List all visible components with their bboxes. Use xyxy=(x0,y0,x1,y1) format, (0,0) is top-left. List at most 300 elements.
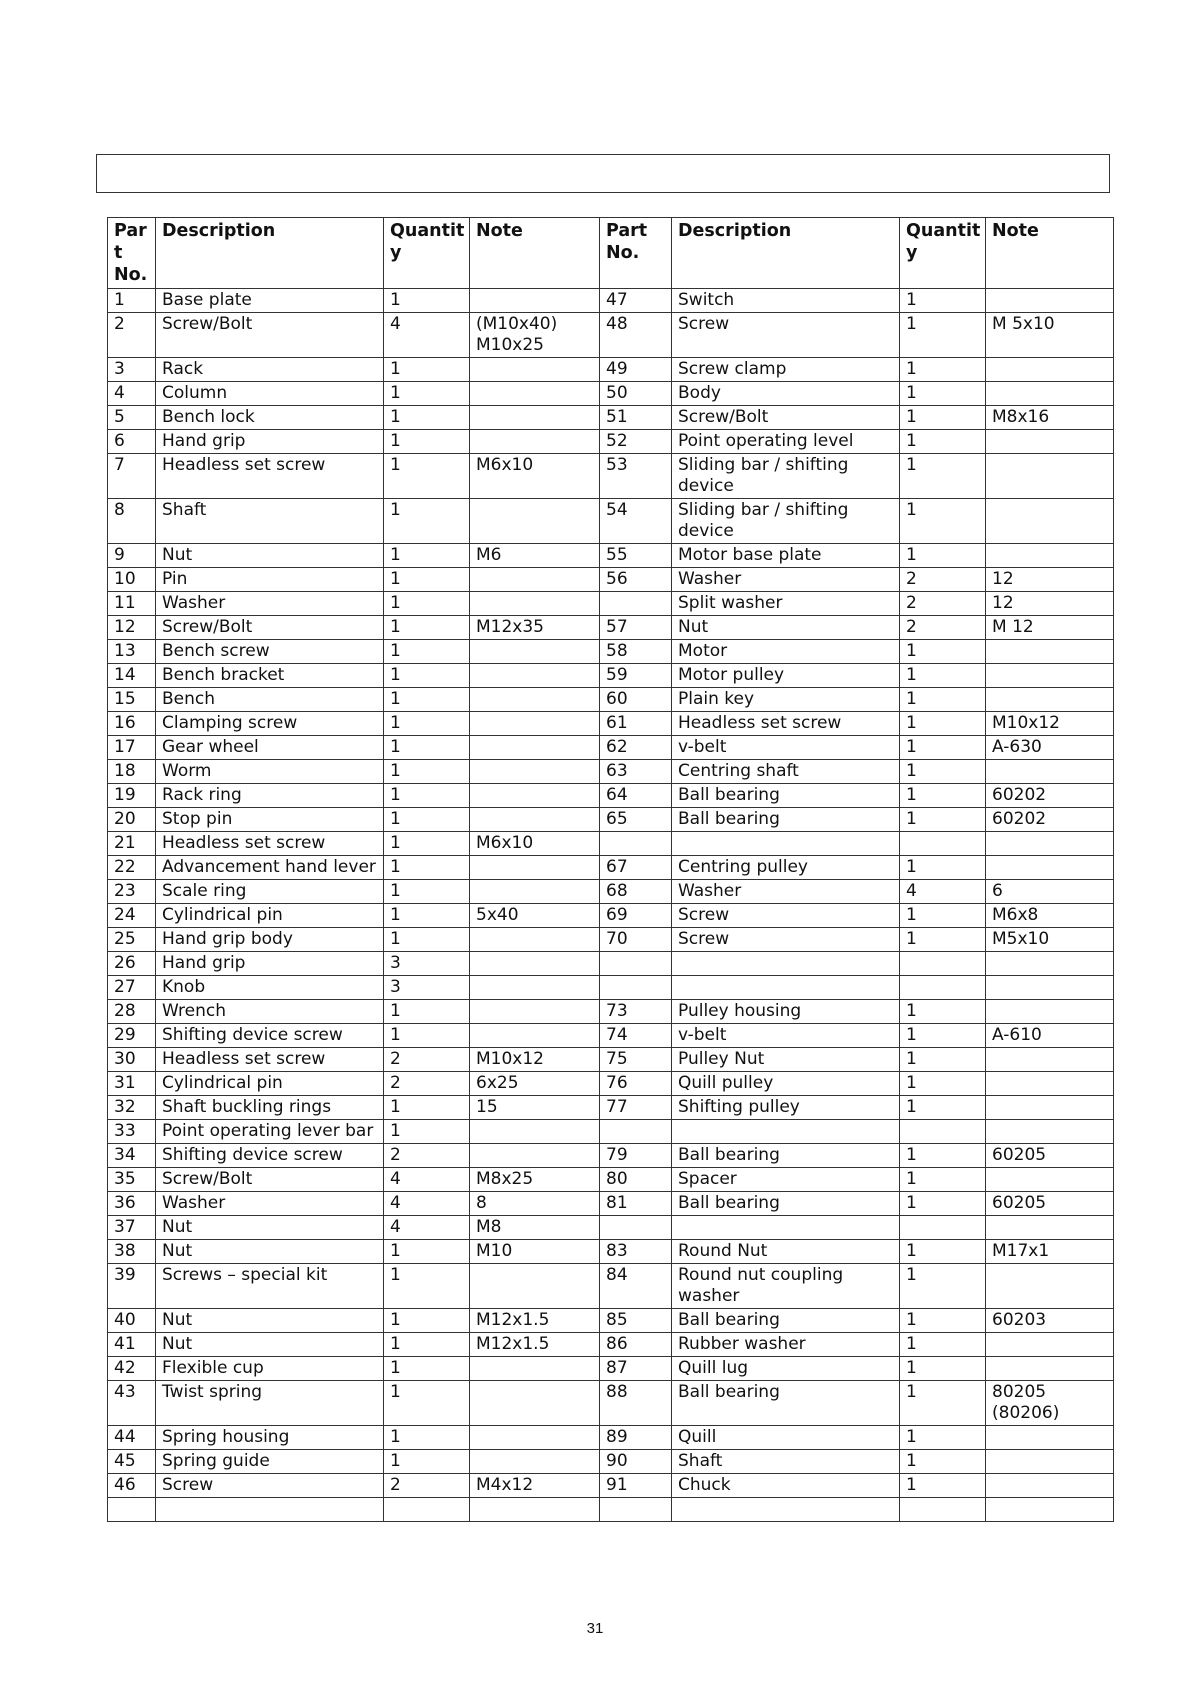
cell-part-no-right: 67 xyxy=(600,856,672,880)
cell-description-left: Nut xyxy=(156,1216,384,1240)
table-row xyxy=(108,640,1114,664)
cell-description-right: Screw/Bolt xyxy=(672,406,900,430)
table-row xyxy=(108,976,1114,1000)
cell-note-left: M10 xyxy=(470,1240,600,1264)
cell-part-no-left: 20 xyxy=(108,808,156,832)
cell-quantity-left: 1 xyxy=(384,616,470,640)
table-row xyxy=(108,1264,1114,1309)
cell-note-left xyxy=(470,592,600,616)
table-row xyxy=(108,544,1114,568)
cell-description-left: Knob xyxy=(156,976,384,1000)
cell-quantity-right xyxy=(900,1216,986,1240)
cell-quantity-left: 1 xyxy=(384,1357,470,1381)
cell-part-no-left: 46 xyxy=(108,1474,156,1498)
table-row xyxy=(108,904,1114,928)
cell-part-no-right xyxy=(600,1120,672,1144)
cell-description-right: Sliding bar / shifting device xyxy=(672,454,900,499)
cell-part-no-right: 80 xyxy=(600,1168,672,1192)
cell-quantity-left: 1 xyxy=(384,712,470,736)
cell-quantity-left: 1 xyxy=(384,640,470,664)
cell-quantity-right xyxy=(900,1498,986,1522)
cell-description-right: v-belt xyxy=(672,736,900,760)
cell-description-left: Spring guide xyxy=(156,1450,384,1474)
cell-quantity-left: 3 xyxy=(384,952,470,976)
cell-part-no-left xyxy=(108,1498,156,1522)
cell-part-no-left: 28 xyxy=(108,1000,156,1024)
cell-quantity-right: 1 xyxy=(900,688,986,712)
cell-note-right: A-630 xyxy=(986,736,1114,760)
cell-quantity-right: 1 xyxy=(900,1000,986,1024)
cell-note-right: A-610 xyxy=(986,1024,1114,1048)
cell-note-left xyxy=(470,1000,600,1024)
cell-quantity-left: 1 xyxy=(384,1333,470,1357)
cell-part-no-left: 35 xyxy=(108,1168,156,1192)
cell-quantity-left: 1 xyxy=(384,928,470,952)
cell-part-no-right: 73 xyxy=(600,1000,672,1024)
cell-note-left xyxy=(470,1357,600,1381)
cell-quantity-right: 1 xyxy=(900,289,986,313)
table-row xyxy=(108,928,1114,952)
cell-part-no-right: 84 xyxy=(600,1264,672,1309)
cell-note-right: M 12 xyxy=(986,616,1114,640)
cell-quantity-left: 3 xyxy=(384,976,470,1000)
cell-note-left xyxy=(470,784,600,808)
cell-note-left xyxy=(470,1264,600,1309)
cell-quantity-right: 1 xyxy=(900,760,986,784)
cell-description-right: Plain key xyxy=(672,688,900,712)
cell-description-right: Body xyxy=(672,382,900,406)
cell-quantity-left: 1 xyxy=(384,382,470,406)
cell-note-right xyxy=(986,1216,1114,1240)
cell-note-left: 8 xyxy=(470,1192,600,1216)
cell-description-left: Washer xyxy=(156,1192,384,1216)
cell-quantity-right: 1 xyxy=(900,1426,986,1450)
cell-quantity-right: 1 xyxy=(900,928,986,952)
cell-note-right xyxy=(986,358,1114,382)
cell-note-right xyxy=(986,1426,1114,1450)
cell-quantity-left: 1 xyxy=(384,832,470,856)
cell-part-no-left: 8 xyxy=(108,499,156,544)
cell-quantity-right: 2 xyxy=(900,568,986,592)
cell-quantity-left: 1 xyxy=(384,454,470,499)
cell-note-left xyxy=(470,430,600,454)
col-header-description-left: Description xyxy=(156,218,384,289)
cell-part-no-left: 14 xyxy=(108,664,156,688)
title-box xyxy=(96,154,1110,193)
cell-note-left xyxy=(470,760,600,784)
cell-quantity-left: 1 xyxy=(384,289,470,313)
cell-description-right xyxy=(672,1120,900,1144)
cell-part-no-left: 21 xyxy=(108,832,156,856)
table-row xyxy=(108,736,1114,760)
cell-part-no-left: 22 xyxy=(108,856,156,880)
cell-part-no-right: 49 xyxy=(600,358,672,382)
cell-part-no-right: 63 xyxy=(600,760,672,784)
cell-description-left: Hand grip xyxy=(156,430,384,454)
cell-note-left: M8 xyxy=(470,1216,600,1240)
cell-note-left xyxy=(470,382,600,406)
cell-description-right: Split washer xyxy=(672,592,900,616)
cell-note-left: M6x10 xyxy=(470,832,600,856)
col-header-description-right: Description xyxy=(672,218,900,289)
cell-description-left: Screw/Bolt xyxy=(156,1168,384,1192)
cell-note-right: M 5x10 xyxy=(986,313,1114,358)
cell-quantity-right xyxy=(900,832,986,856)
col-header-note-right: Note xyxy=(986,218,1114,289)
cell-part-no-right: 69 xyxy=(600,904,672,928)
cell-description-left: Screws – special kit xyxy=(156,1264,384,1309)
table-row xyxy=(108,616,1114,640)
cell-part-no-left: 44 xyxy=(108,1426,156,1450)
cell-description-left: Column xyxy=(156,382,384,406)
cell-note-right xyxy=(986,640,1114,664)
cell-part-no-left: 9 xyxy=(108,544,156,568)
table-row xyxy=(108,1096,1114,1120)
cell-part-no-right: 54 xyxy=(600,499,672,544)
cell-note-left xyxy=(470,1120,600,1144)
cell-quantity-right: 1 xyxy=(900,856,986,880)
cell-description-right: Switch xyxy=(672,289,900,313)
cell-description-left: Rack xyxy=(156,358,384,382)
cell-quantity-right: 1 xyxy=(900,664,986,688)
cell-part-no-left: 24 xyxy=(108,904,156,928)
cell-note-left xyxy=(470,808,600,832)
cell-note-right xyxy=(986,688,1114,712)
cell-part-no-right: 53 xyxy=(600,454,672,499)
cell-quantity-right: 1 xyxy=(900,640,986,664)
table-row xyxy=(108,952,1114,976)
cell-quantity-left: 1 xyxy=(384,1381,470,1426)
cell-description-left: Base plate xyxy=(156,289,384,313)
table-row xyxy=(108,688,1114,712)
cell-description-right: Motor xyxy=(672,640,900,664)
cell-note-right xyxy=(986,1000,1114,1024)
cell-quantity-right: 1 xyxy=(900,1240,986,1264)
cell-part-no-right xyxy=(600,592,672,616)
cell-note-right: 60205 xyxy=(986,1144,1114,1168)
cell-note-left: 5x40 xyxy=(470,904,600,928)
cell-description-right: Washer xyxy=(672,880,900,904)
table-row xyxy=(108,1024,1114,1048)
cell-quantity-right: 1 xyxy=(900,1264,986,1309)
cell-part-no-left: 30 xyxy=(108,1048,156,1072)
table-row xyxy=(108,1192,1114,1216)
cell-note-left xyxy=(470,1024,600,1048)
cell-note-left xyxy=(470,406,600,430)
cell-quantity-left: 1 xyxy=(384,784,470,808)
table-row xyxy=(108,1168,1114,1192)
table-row xyxy=(108,592,1114,616)
table-header-row xyxy=(108,218,1114,289)
table-row xyxy=(108,664,1114,688)
cell-description-left: Washer xyxy=(156,592,384,616)
cell-part-no-left: 23 xyxy=(108,880,156,904)
table-row xyxy=(108,760,1114,784)
cell-note-right: 6 xyxy=(986,880,1114,904)
cell-quantity-right: 1 xyxy=(900,1072,986,1096)
cell-note-right: 60203 xyxy=(986,1309,1114,1333)
table-row xyxy=(108,880,1114,904)
cell-description-left: Nut xyxy=(156,1309,384,1333)
cell-description-right: Chuck xyxy=(672,1474,900,1498)
cell-note-right xyxy=(986,1072,1114,1096)
cell-description-left: Clamping screw xyxy=(156,712,384,736)
cell-quantity-left: 1 xyxy=(384,1450,470,1474)
cell-note-right: M8x16 xyxy=(986,406,1114,430)
cell-part-no-left: 38 xyxy=(108,1240,156,1264)
cell-quantity-right: 1 xyxy=(900,1357,986,1381)
cell-quantity-right: 1 xyxy=(900,1096,986,1120)
cell-part-no-right: 57 xyxy=(600,616,672,640)
cell-quantity-left: 1 xyxy=(384,688,470,712)
cell-description-right: v-belt xyxy=(672,1024,900,1048)
cell-description-left: Pin xyxy=(156,568,384,592)
cell-note-left: M12x1.5 xyxy=(470,1309,600,1333)
table-row xyxy=(108,832,1114,856)
cell-note-left: M4x12 xyxy=(470,1474,600,1498)
cell-note-left: 6x25 xyxy=(470,1072,600,1096)
cell-note-left xyxy=(470,928,600,952)
cell-description-left: Worm xyxy=(156,760,384,784)
cell-quantity-left: 1 xyxy=(384,430,470,454)
table-row xyxy=(108,1381,1114,1426)
cell-description-left: Hand grip body xyxy=(156,928,384,952)
col-header-part-no-left: Par t No. xyxy=(108,218,156,289)
cell-part-no-left: 7 xyxy=(108,454,156,499)
cell-part-no-left: 37 xyxy=(108,1216,156,1240)
table-row xyxy=(108,1474,1114,1498)
cell-note-right xyxy=(986,760,1114,784)
cell-description-right: Shifting pulley xyxy=(672,1096,900,1120)
cell-description-left xyxy=(156,1498,384,1522)
cell-quantity-left: 4 xyxy=(384,1192,470,1216)
table-row xyxy=(108,313,1114,358)
cell-quantity-left: 1 xyxy=(384,808,470,832)
cell-description-right: Motor base plate xyxy=(672,544,900,568)
cell-note-left xyxy=(470,1450,600,1474)
cell-description-right: Point operating level xyxy=(672,430,900,454)
cell-note-left xyxy=(470,640,600,664)
cell-description-left: Twist spring xyxy=(156,1381,384,1426)
cell-part-no-left: 31 xyxy=(108,1072,156,1096)
cell-note-right xyxy=(986,1264,1114,1309)
cell-note-left xyxy=(470,1498,600,1522)
cell-quantity-right: 1 xyxy=(900,406,986,430)
cell-note-right xyxy=(986,1474,1114,1498)
cell-quantity-left: 1 xyxy=(384,904,470,928)
cell-part-no-right: 87 xyxy=(600,1357,672,1381)
cell-quantity-left: 1 xyxy=(384,358,470,382)
cell-note-left xyxy=(470,499,600,544)
cell-part-no-left: 29 xyxy=(108,1024,156,1048)
cell-description-left: Headless set screw xyxy=(156,454,384,499)
cell-part-no-left: 13 xyxy=(108,640,156,664)
cell-description-left: Point operating lever bar xyxy=(156,1120,384,1144)
cell-part-no-left: 19 xyxy=(108,784,156,808)
table-row xyxy=(108,856,1114,880)
cell-description-left: Bench xyxy=(156,688,384,712)
table-row xyxy=(108,784,1114,808)
cell-quantity-right: 1 xyxy=(900,430,986,454)
cell-quantity-right xyxy=(900,976,986,1000)
cell-note-left: 15 xyxy=(470,1096,600,1120)
cell-part-no-right: 65 xyxy=(600,808,672,832)
cell-part-no-left: 17 xyxy=(108,736,156,760)
col-header-part-no-right: Part No. xyxy=(600,218,672,289)
cell-note-right xyxy=(986,1498,1114,1522)
cell-note-right xyxy=(986,289,1114,313)
cell-description-right: Round Nut xyxy=(672,1240,900,1264)
cell-part-no-left: 6 xyxy=(108,430,156,454)
cell-quantity-left: 4 xyxy=(384,313,470,358)
cell-description-left: Shifting device screw xyxy=(156,1144,384,1168)
cell-quantity-right: 1 xyxy=(900,1474,986,1498)
table-row xyxy=(108,1120,1114,1144)
cell-part-no-left: 12 xyxy=(108,616,156,640)
cell-note-left xyxy=(470,688,600,712)
cell-part-no-right: 74 xyxy=(600,1024,672,1048)
table-row xyxy=(108,1426,1114,1450)
cell-quantity-left: 1 xyxy=(384,1264,470,1309)
cell-description-right: Screw clamp xyxy=(672,358,900,382)
cell-part-no-right: 77 xyxy=(600,1096,672,1120)
cell-description-right: Round nut coupling washer xyxy=(672,1264,900,1309)
cell-part-no-left: 41 xyxy=(108,1333,156,1357)
table-row xyxy=(108,499,1114,544)
cell-note-right: 60205 xyxy=(986,1192,1114,1216)
table-row xyxy=(108,358,1114,382)
cell-description-left: Spring housing xyxy=(156,1426,384,1450)
cell-description-left: Cylindrical pin xyxy=(156,904,384,928)
cell-part-no-left: 42 xyxy=(108,1357,156,1381)
cell-note-right: 12 xyxy=(986,592,1114,616)
cell-description-right: Sliding bar / shifting device xyxy=(672,499,900,544)
cell-part-no-right: 90 xyxy=(600,1450,672,1474)
cell-description-left: Shaft buckling rings xyxy=(156,1096,384,1120)
cell-part-no-right: 51 xyxy=(600,406,672,430)
cell-description-left: Wrench xyxy=(156,1000,384,1024)
cell-quantity-left: 1 xyxy=(384,880,470,904)
cell-part-no-right: 58 xyxy=(600,640,672,664)
cell-note-left xyxy=(470,952,600,976)
cell-note-right xyxy=(986,832,1114,856)
cell-note-left: M6 xyxy=(470,544,600,568)
cell-quantity-right: 1 xyxy=(900,712,986,736)
cell-quantity-right: 1 xyxy=(900,1144,986,1168)
cell-note-right xyxy=(986,1048,1114,1072)
cell-part-no-left: 25 xyxy=(108,928,156,952)
cell-description-left: Flexible cup xyxy=(156,1357,384,1381)
cell-description-right: Quill pulley xyxy=(672,1072,900,1096)
table-row xyxy=(108,454,1114,499)
cell-part-no-left: 2 xyxy=(108,313,156,358)
cell-note-left xyxy=(470,1381,600,1426)
cell-quantity-left: 1 xyxy=(384,664,470,688)
cell-note-right: M5x10 xyxy=(986,928,1114,952)
cell-description-left: Advancement hand lever xyxy=(156,856,384,880)
col-header-quantity-right: Quantit y xyxy=(900,218,986,289)
table-row xyxy=(108,1048,1114,1072)
cell-quantity-right: 4 xyxy=(900,880,986,904)
cell-part-no-right: 52 xyxy=(600,430,672,454)
cell-quantity-left: 2 xyxy=(384,1144,470,1168)
cell-description-left: Nut xyxy=(156,544,384,568)
cell-note-right xyxy=(986,1450,1114,1474)
cell-quantity-left: 1 xyxy=(384,856,470,880)
cell-note-left: (M10x40) M10x25 xyxy=(470,313,600,358)
cell-part-no-right: 85 xyxy=(600,1309,672,1333)
cell-part-no-left: 26 xyxy=(108,952,156,976)
cell-note-left xyxy=(470,736,600,760)
cell-note-right xyxy=(986,856,1114,880)
cell-part-no-right xyxy=(600,976,672,1000)
cell-note-right xyxy=(986,454,1114,499)
cell-quantity-right: 2 xyxy=(900,616,986,640)
cell-part-no-left: 27 xyxy=(108,976,156,1000)
cell-quantity-right: 1 xyxy=(900,382,986,406)
cell-description-left: Headless set screw xyxy=(156,1048,384,1072)
cell-part-no-right xyxy=(600,952,672,976)
cell-description-right: Washer xyxy=(672,568,900,592)
cell-description-right: Spacer xyxy=(672,1168,900,1192)
cell-part-no-left: 34 xyxy=(108,1144,156,1168)
cell-description-right xyxy=(672,1498,900,1522)
cell-description-left: Bench screw xyxy=(156,640,384,664)
cell-quantity-left: 1 xyxy=(384,499,470,544)
cell-quantity-right: 1 xyxy=(900,1192,986,1216)
cell-description-left: Bench lock xyxy=(156,406,384,430)
cell-description-left: Scale ring xyxy=(156,880,384,904)
cell-part-no-left: 32 xyxy=(108,1096,156,1120)
cell-note-left xyxy=(470,568,600,592)
cell-quantity-right: 1 xyxy=(900,499,986,544)
table-body xyxy=(108,289,1114,1522)
cell-note-right xyxy=(986,544,1114,568)
cell-quantity-left: 2 xyxy=(384,1474,470,1498)
cell-quantity-left: 4 xyxy=(384,1216,470,1240)
cell-note-right xyxy=(986,1333,1114,1357)
cell-note-right xyxy=(986,952,1114,976)
cell-part-no-right: 68 xyxy=(600,880,672,904)
cell-part-no-right: 83 xyxy=(600,1240,672,1264)
cell-quantity-right: 1 xyxy=(900,904,986,928)
cell-note-right xyxy=(986,1357,1114,1381)
cell-quantity-right: 1 xyxy=(900,808,986,832)
cell-quantity-right: 1 xyxy=(900,1168,986,1192)
cell-description-left: Shaft xyxy=(156,499,384,544)
cell-description-right: Quill xyxy=(672,1426,900,1450)
cell-description-left: Hand grip xyxy=(156,952,384,976)
cell-quantity-left: 1 xyxy=(384,592,470,616)
cell-quantity-left: 1 xyxy=(384,1024,470,1048)
cell-note-left: M10x12 xyxy=(470,1048,600,1072)
cell-part-no-right: 86 xyxy=(600,1333,672,1357)
cell-description-right: Centring shaft xyxy=(672,760,900,784)
cell-part-no-right xyxy=(600,1216,672,1240)
cell-quantity-left: 1 xyxy=(384,544,470,568)
cell-description-right: Pulley Nut xyxy=(672,1048,900,1072)
cell-note-right xyxy=(986,976,1114,1000)
cell-description-right xyxy=(672,952,900,976)
table-row xyxy=(108,1498,1114,1522)
cell-part-no-left: 5 xyxy=(108,406,156,430)
cell-quantity-right: 1 xyxy=(900,736,986,760)
parts-list-table xyxy=(107,217,1114,1522)
cell-description-right: Screw xyxy=(672,313,900,358)
cell-description-right: Ball bearing xyxy=(672,784,900,808)
cell-part-no-right: 48 xyxy=(600,313,672,358)
cell-part-no-left: 1 xyxy=(108,289,156,313)
